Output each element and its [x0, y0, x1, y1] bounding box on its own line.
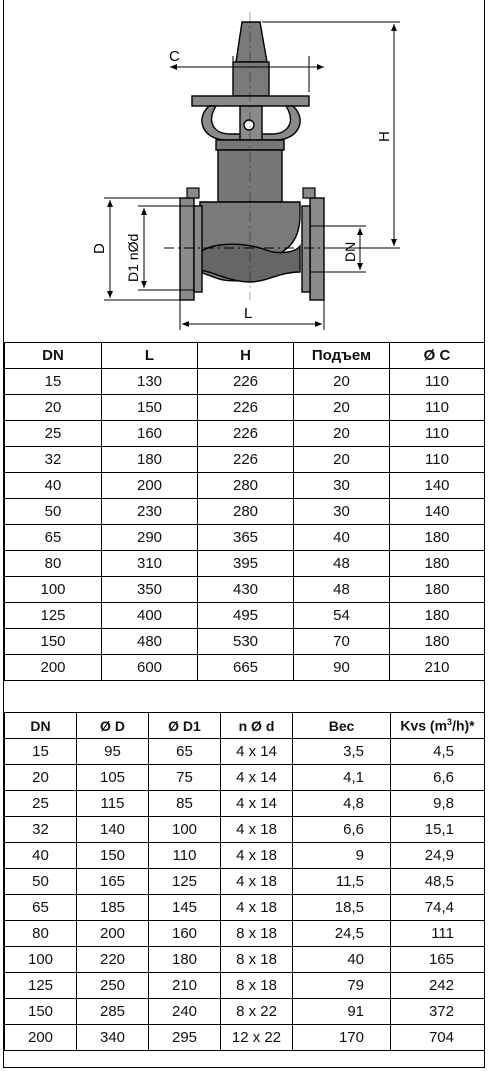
table-cell: 170: [293, 1025, 391, 1051]
dim-c-label: C: [169, 48, 180, 65]
table-cell: 70: [294, 629, 390, 655]
table-cell: 4 x 14: [221, 765, 293, 791]
table-cell: 30: [294, 473, 390, 499]
table-cell: 200: [77, 921, 149, 947]
table-cell: 74,4: [391, 895, 485, 921]
table-cell: 40: [294, 525, 390, 551]
bolt-right: [303, 188, 315, 198]
table-cell: 280: [198, 473, 294, 499]
table-cell: 6,6: [391, 765, 485, 791]
table-cell: 48: [294, 577, 390, 603]
table-cell: 100: [5, 947, 77, 973]
table-cell: 48,5: [391, 869, 485, 895]
table-cell: 310: [102, 551, 198, 577]
table-cell: 495: [198, 603, 294, 629]
table-cell: 65: [5, 525, 102, 551]
bolt-left: [187, 188, 199, 198]
dim-h-label: H: [376, 131, 393, 142]
table-spacer: [4, 696, 484, 712]
datasheet: [3, 0, 485, 1068]
table-cell: 30: [294, 499, 390, 525]
table-cell: 395: [198, 551, 294, 577]
table-cell: 24,9: [391, 843, 485, 869]
table-row: [5, 369, 485, 395]
table-row: [5, 999, 485, 1025]
table-cell: 50: [5, 869, 77, 895]
table-cell: 365: [198, 525, 294, 551]
table-cell: 226: [198, 369, 294, 395]
table-cell: 75: [149, 765, 221, 791]
col-kvs-exp: 3: [447, 717, 453, 728]
table-cell: 280: [198, 499, 294, 525]
table-row: [5, 447, 485, 473]
table-row: [5, 577, 485, 603]
table-row: [5, 499, 485, 525]
table-cell: 15,1: [391, 817, 485, 843]
valve-drawing: [4, 0, 484, 343]
table-cell: 40: [5, 473, 102, 499]
table-cell: 110: [390, 395, 485, 421]
table-cell: 350: [102, 577, 198, 603]
table-cell: 40: [5, 843, 77, 869]
spindle-cap: [236, 22, 267, 62]
table-cell: 530: [198, 629, 294, 655]
table-cell: 180: [390, 551, 485, 577]
table-cell: 4 x 18: [221, 869, 293, 895]
table-row: [5, 973, 485, 999]
table-cell: 180: [390, 629, 485, 655]
table-row: [5, 895, 485, 921]
table-row: [5, 421, 485, 447]
table-cell: 20: [294, 421, 390, 447]
table-cell: 8 x 18: [221, 973, 293, 999]
table-cell: 180: [390, 577, 485, 603]
table-cell: 240: [149, 999, 221, 1025]
table-row: [5, 791, 485, 817]
table-cell: 4 x 18: [221, 843, 293, 869]
table-cell: 180: [390, 525, 485, 551]
dim-d-label: D: [91, 243, 108, 254]
table-cell: 226: [198, 421, 294, 447]
table-cell: 704: [391, 1025, 485, 1051]
table-cell: 8 x 18: [221, 921, 293, 947]
table-cell: 54: [294, 603, 390, 629]
table-cell: 140: [390, 499, 485, 525]
table-cell: 4,8: [293, 791, 391, 817]
table-header-row: [5, 343, 485, 369]
handwheel-bar: [192, 96, 309, 106]
col-dn: DN: [5, 713, 77, 739]
table-cell: 15: [5, 369, 102, 395]
table-cell: 4,1: [293, 765, 391, 791]
dim-dn-label: DN: [342, 241, 358, 262]
table-cell: 40: [293, 947, 391, 973]
table-cell: 140: [77, 817, 149, 843]
table-cell: 665: [198, 655, 294, 681]
table-cell: 165: [77, 869, 149, 895]
table-cell: 8 x 22: [221, 999, 293, 1025]
table-cell: 340: [77, 1025, 149, 1051]
table-cell: 290: [102, 525, 198, 551]
table-cell: 79: [293, 973, 391, 999]
flange-table: [4, 712, 485, 1051]
table-cell: 210: [149, 973, 221, 999]
table-cell: 8 x 18: [221, 947, 293, 973]
table-cell: 185: [77, 895, 149, 921]
table-cell: 20: [294, 447, 390, 473]
col-kvs: [391, 713, 485, 739]
table-cell: 600: [102, 655, 198, 681]
flange-left-neck: [194, 206, 202, 292]
table-cell: 95: [77, 739, 149, 765]
dimensions-table: [4, 342, 485, 681]
col-kvs-label: Kvs (m: [400, 717, 448, 734]
table-cell: 250: [77, 973, 149, 999]
table-cell: 150: [5, 629, 102, 655]
col-d: Ø D: [77, 713, 149, 739]
col-nd: n Ø d: [221, 713, 293, 739]
table-cell: 400: [102, 603, 198, 629]
stem-bolt: [244, 120, 254, 130]
table-cell: 150: [102, 395, 198, 421]
table-cell: 25: [5, 421, 102, 447]
table-cell: 480: [102, 629, 198, 655]
table-cell: 20: [5, 765, 77, 791]
table-cell: 105: [77, 765, 149, 791]
table-row: [5, 817, 485, 843]
col-kvs-unit: /h)*: [452, 717, 475, 734]
table-cell: 180: [102, 447, 198, 473]
table-cell: 9: [293, 843, 391, 869]
table-cell: 372: [391, 999, 485, 1025]
table-cell: 32: [5, 817, 77, 843]
table-cell: 85: [149, 791, 221, 817]
table-row: [5, 765, 485, 791]
table-cell: 285: [77, 999, 149, 1025]
table-cell: 226: [198, 395, 294, 421]
table-row: [5, 947, 485, 973]
table-cell: 32: [5, 447, 102, 473]
table-row: [5, 551, 485, 577]
table-cell: 125: [5, 603, 102, 629]
table-cell: 160: [102, 421, 198, 447]
table-cell: 220: [77, 947, 149, 973]
flange-left: [180, 198, 194, 300]
table-cell: 145: [149, 895, 221, 921]
table-row: [5, 1025, 485, 1051]
col-dn: DN: [5, 343, 102, 369]
table-cell: 90: [294, 655, 390, 681]
flange-right-neck: [302, 206, 310, 292]
table-cell: 295: [149, 1025, 221, 1051]
table-cell: 160: [149, 921, 221, 947]
table-row: [5, 603, 485, 629]
table-cell: 110: [149, 843, 221, 869]
table-cell: 165: [391, 947, 485, 973]
col-h: H: [198, 343, 294, 369]
table-cell: 430: [198, 577, 294, 603]
table-cell: 200: [102, 473, 198, 499]
table-header-row: [5, 713, 485, 739]
table-cell: 20: [294, 369, 390, 395]
dim-l-label: L: [244, 305, 253, 322]
table-cell: 180: [390, 603, 485, 629]
table-cell: 200: [5, 655, 102, 681]
table-cell: 111: [391, 921, 485, 947]
table-cell: 3,5: [293, 739, 391, 765]
table-row: [5, 739, 485, 765]
table-cell: 65: [5, 895, 77, 921]
table-cell: 180: [149, 947, 221, 973]
table-row: [5, 655, 485, 681]
table-cell: 80: [5, 551, 102, 577]
table-cell: 4 x 14: [221, 739, 293, 765]
table-cell: 24,5: [293, 921, 391, 947]
col-d1: Ø D1: [149, 713, 221, 739]
table-cell: 115: [77, 791, 149, 817]
table-cell: 65: [149, 739, 221, 765]
table-cell: 50: [5, 499, 102, 525]
table-cell: 4,5: [391, 739, 485, 765]
table-cell: 130: [102, 369, 198, 395]
col-c: Ø C: [390, 343, 485, 369]
table-cell: 20: [5, 395, 102, 421]
table-cell: 125: [5, 973, 77, 999]
table-cell: 125: [149, 869, 221, 895]
table-cell: 140: [390, 473, 485, 499]
table-cell: 20: [294, 395, 390, 421]
table-cell: 150: [77, 843, 149, 869]
table-cell: 9,8: [391, 791, 485, 817]
flange-right: [310, 198, 324, 300]
table-row: [5, 921, 485, 947]
table-cell: 230: [102, 499, 198, 525]
col-weight: Вес: [293, 713, 391, 739]
col-lift: Подъем: [294, 343, 390, 369]
table-row: [5, 473, 485, 499]
table-cell: 242: [391, 973, 485, 999]
table-row: [5, 525, 485, 551]
table-cell: 15: [5, 739, 77, 765]
table-cell: 210: [390, 655, 485, 681]
table-cell: 4 x 18: [221, 895, 293, 921]
table-cell: 18,5: [293, 895, 391, 921]
table-cell: 4 x 14: [221, 791, 293, 817]
table-cell: 100: [149, 817, 221, 843]
table-cell: 80: [5, 921, 77, 947]
table-cell: 12 x 22: [221, 1025, 293, 1051]
table-cell: 6,6: [293, 817, 391, 843]
table-row: [5, 843, 485, 869]
table-cell: 25: [5, 791, 77, 817]
table-cell: 226: [198, 447, 294, 473]
table-row: [5, 629, 485, 655]
table-cell: 110: [390, 421, 485, 447]
table-cell: 200: [5, 1025, 77, 1051]
table-cell: 110: [390, 447, 485, 473]
dim-d1-label: D1 nØd: [125, 233, 141, 282]
col-l: L: [102, 343, 198, 369]
table-cell: 100: [5, 577, 102, 603]
table-cell: 48: [294, 551, 390, 577]
table-cell: 4 x 18: [221, 817, 293, 843]
table-cell: 110: [390, 369, 485, 395]
table-row: [5, 395, 485, 421]
table-cell: 150: [5, 999, 77, 1025]
table-row: [5, 869, 485, 895]
table-cell: 11,5: [293, 869, 391, 895]
table-cell: 91: [293, 999, 391, 1025]
